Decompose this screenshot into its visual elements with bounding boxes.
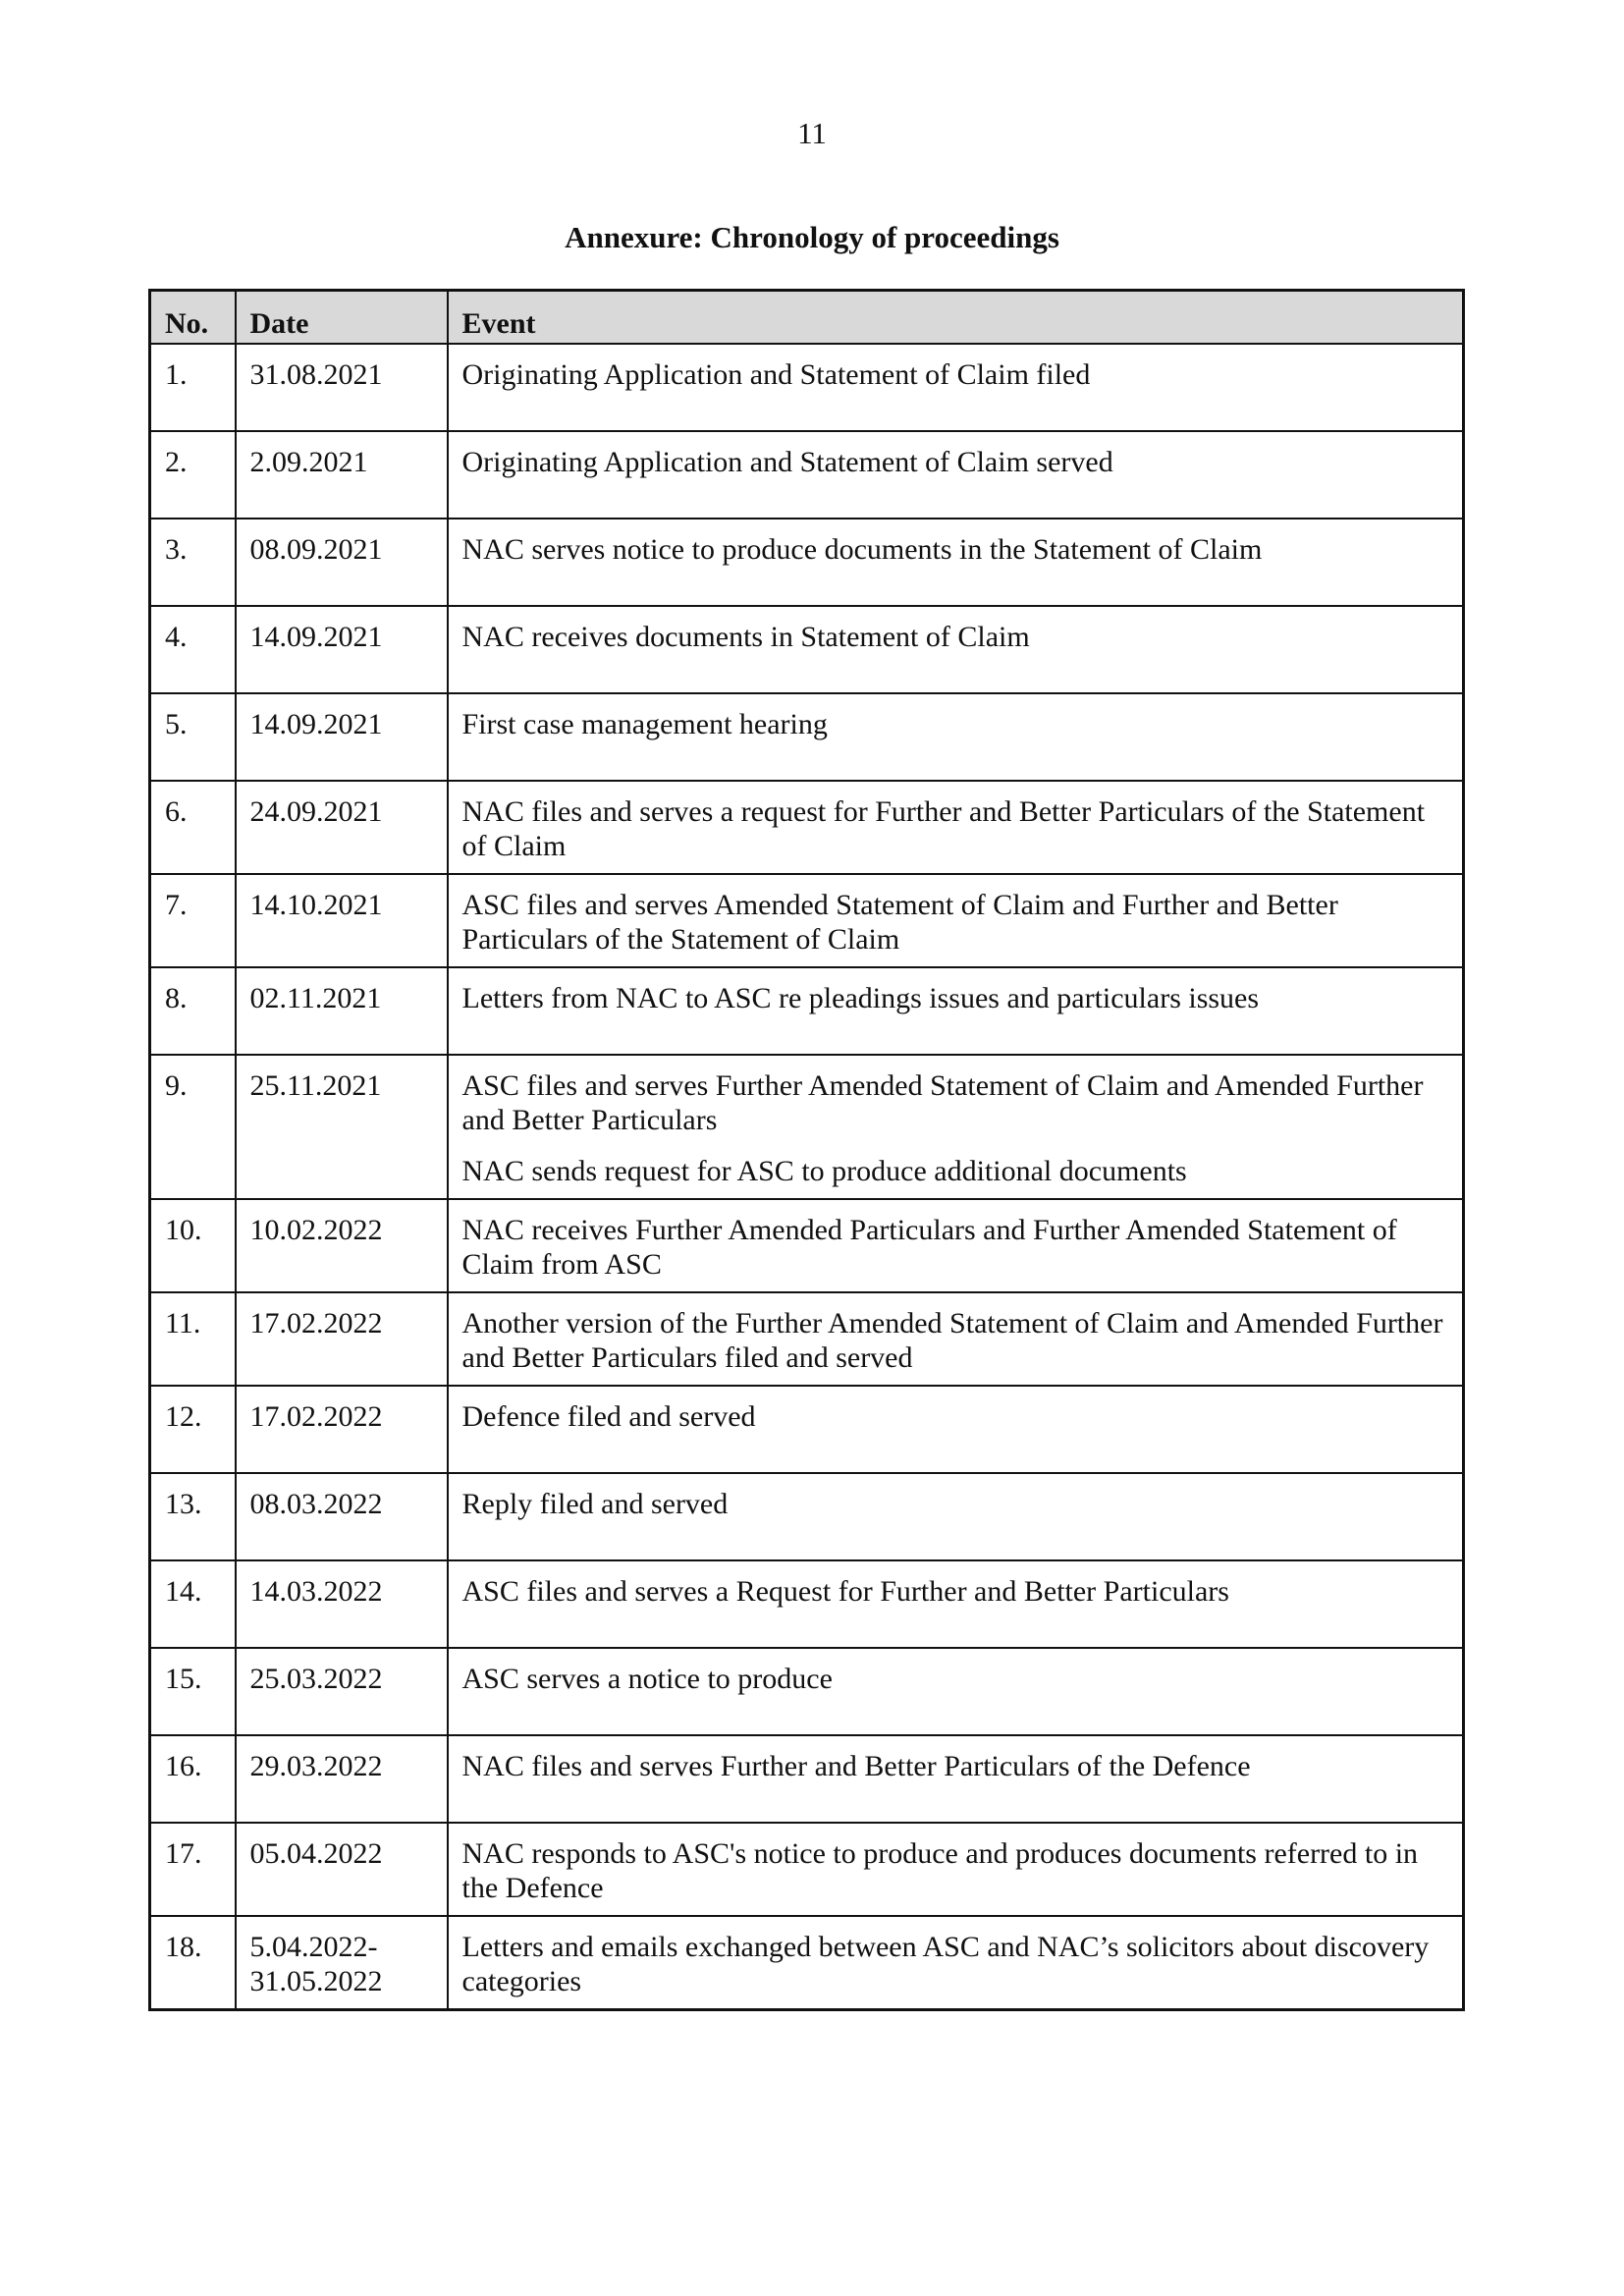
event-text: NAC receives Further Amended Particulars and Further Amended Statement of Claim from ASC — [461, 1214, 1397, 1281]
event-text: Originating Application and Statement of Claim served — [461, 446, 1113, 478]
event-cell — [448, 1386, 1464, 1473]
event-text: NAC responds to ASC's notice to produce and produces documents referred to in the Defence — [461, 1837, 1419, 1904]
row-number-cell: 8. — [150, 967, 236, 1055]
page-number: 11 — [797, 116, 827, 150]
table-body — [150, 344, 1464, 2010]
date-cell: 05.04.2022 — [236, 1823, 448, 1916]
table-row — [150, 1055, 1464, 1199]
table-row — [150, 1735, 1464, 1823]
date-cell: 14.09.2021 — [236, 606, 448, 693]
date-cell: 08.09.2021 — [236, 519, 448, 606]
event-cell — [448, 1292, 1464, 1386]
event-text: ASC serves a notice to produce — [461, 1663, 833, 1695]
event-cell — [448, 1055, 1464, 1199]
row-number-cell: 4. — [150, 606, 236, 693]
event-cell — [448, 1648, 1464, 1735]
event-text: NAC files and serves a request for Further and Better Particulars of the Statement of Claim — [461, 795, 1426, 862]
column-header-date: Date — [236, 291, 448, 345]
table-row — [150, 781, 1464, 874]
event-cell — [448, 1735, 1464, 1823]
date-cell: 17.02.2022 — [236, 1292, 448, 1386]
event-text: ASC files and serves Further Amended Statement of Claim and Amended Further and Better Particulars — [461, 1069, 1424, 1136]
event-cell — [448, 781, 1464, 874]
event-text: First case management hearing — [461, 708, 828, 740]
row-number-cell: 1. — [150, 344, 236, 431]
event-text: NAC serves notice to produce documents in the Statement of Claim — [461, 533, 1263, 566]
event-text: NAC sends request for ASC to produce additional documents — [461, 1155, 1187, 1187]
row-number-cell: 9. — [150, 1055, 236, 1199]
page-title: Annexure: Chronology of proceedings — [565, 220, 1059, 254]
table-header — [150, 291, 1464, 345]
date-cell: 25.11.2021 — [236, 1055, 448, 1199]
event-cell — [448, 1473, 1464, 1560]
event-text: Defence filed and served — [461, 1400, 756, 1433]
row-number-cell: 17. — [150, 1823, 236, 1916]
table-row — [150, 874, 1464, 967]
row-number-cell: 2. — [150, 431, 236, 519]
row-number-cell: 12. — [150, 1386, 236, 1473]
date-cell: 10.02.2022 — [236, 1199, 448, 1292]
table-row — [150, 1823, 1464, 1916]
date-cell: 17.02.2022 — [236, 1386, 448, 1473]
event-text: Another version of the Further Amended Statement of Claim and Amended Further and Better Particulars filed and served — [461, 1307, 1443, 1374]
row-number-cell: 18. — [150, 1916, 236, 2010]
event-text: Originating Application and Statement of Claim filed — [461, 358, 1091, 391]
row-number-cell: 16. — [150, 1735, 236, 1823]
event-cell — [448, 431, 1464, 519]
table-row — [150, 1473, 1464, 1560]
date-cell: 14.09.2021 — [236, 693, 448, 781]
row-number-cell: 3. — [150, 519, 236, 606]
table-row — [150, 1199, 1464, 1292]
event-text: NAC receives documents in Statement of Claim — [461, 621, 1030, 653]
header-row — [150, 291, 1464, 345]
event-text: NAC files and serves Further and Better Particulars of the Defence — [461, 1750, 1251, 1782]
event-cell — [448, 1560, 1464, 1648]
table-row — [150, 1386, 1464, 1473]
table-row — [150, 519, 1464, 606]
row-number-cell: 10. — [150, 1199, 236, 1292]
column-header-event: Event — [448, 291, 1464, 345]
event-text: ASC files and serves a Request for Further and Better Particulars — [461, 1575, 1229, 1608]
event-cell — [448, 606, 1464, 693]
row-number-cell: 11. — [150, 1292, 236, 1386]
table-row — [150, 1292, 1464, 1386]
event-text: Reply filed and served — [461, 1488, 729, 1520]
date-cell: 24.09.2021 — [236, 781, 448, 874]
date-cell: 14.10.2021 — [236, 874, 448, 967]
table-row — [150, 1648, 1464, 1735]
row-number-cell: 6. — [150, 781, 236, 874]
table-row — [150, 344, 1464, 431]
date-cell: 5.04.2022- 31.05.2022 — [236, 1916, 448, 2010]
table-row — [150, 431, 1464, 519]
row-number-cell: 7. — [150, 874, 236, 967]
event-cell — [448, 1199, 1464, 1292]
event-cell — [448, 874, 1464, 967]
event-text: Letters and emails exchanged between ASC and NAC’s solicitors about discovery categories — [461, 1931, 1430, 1997]
date-cell: 2.09.2021 — [236, 431, 448, 519]
table-row — [150, 1560, 1464, 1648]
event-cell — [448, 1823, 1464, 1916]
event-cell — [448, 519, 1464, 606]
table-row — [150, 693, 1464, 781]
event-cell — [448, 693, 1464, 781]
chronology-table — [148, 289, 1465, 2011]
row-number-cell: 14. — [150, 1560, 236, 1648]
event-text: ASC files and serves Amended Statement of Claim and Further and Better Particulars of the Statement of Claim — [461, 889, 1338, 956]
date-cell: 29.03.2022 — [236, 1735, 448, 1823]
date-cell: 14.03.2022 — [236, 1560, 448, 1648]
event-text: Letters from NAC to ASC re pleadings issues and particulars issues — [461, 982, 1260, 1014]
row-number-cell: 5. — [150, 693, 236, 781]
table-row — [150, 1916, 1464, 2010]
table-row — [150, 606, 1464, 693]
date-cell: 02.11.2021 — [236, 967, 448, 1055]
row-number-cell: 15. — [150, 1648, 236, 1735]
column-header-no: No. — [150, 291, 236, 345]
date-cell: 08.03.2022 — [236, 1473, 448, 1560]
table-row — [150, 967, 1464, 1055]
row-number-cell: 13. — [150, 1473, 236, 1560]
event-cell — [448, 1916, 1464, 2010]
event-cell — [448, 344, 1464, 431]
date-cell: 31.08.2021 — [236, 344, 448, 431]
event-cell — [448, 967, 1464, 1055]
date-cell: 25.03.2022 — [236, 1648, 448, 1735]
